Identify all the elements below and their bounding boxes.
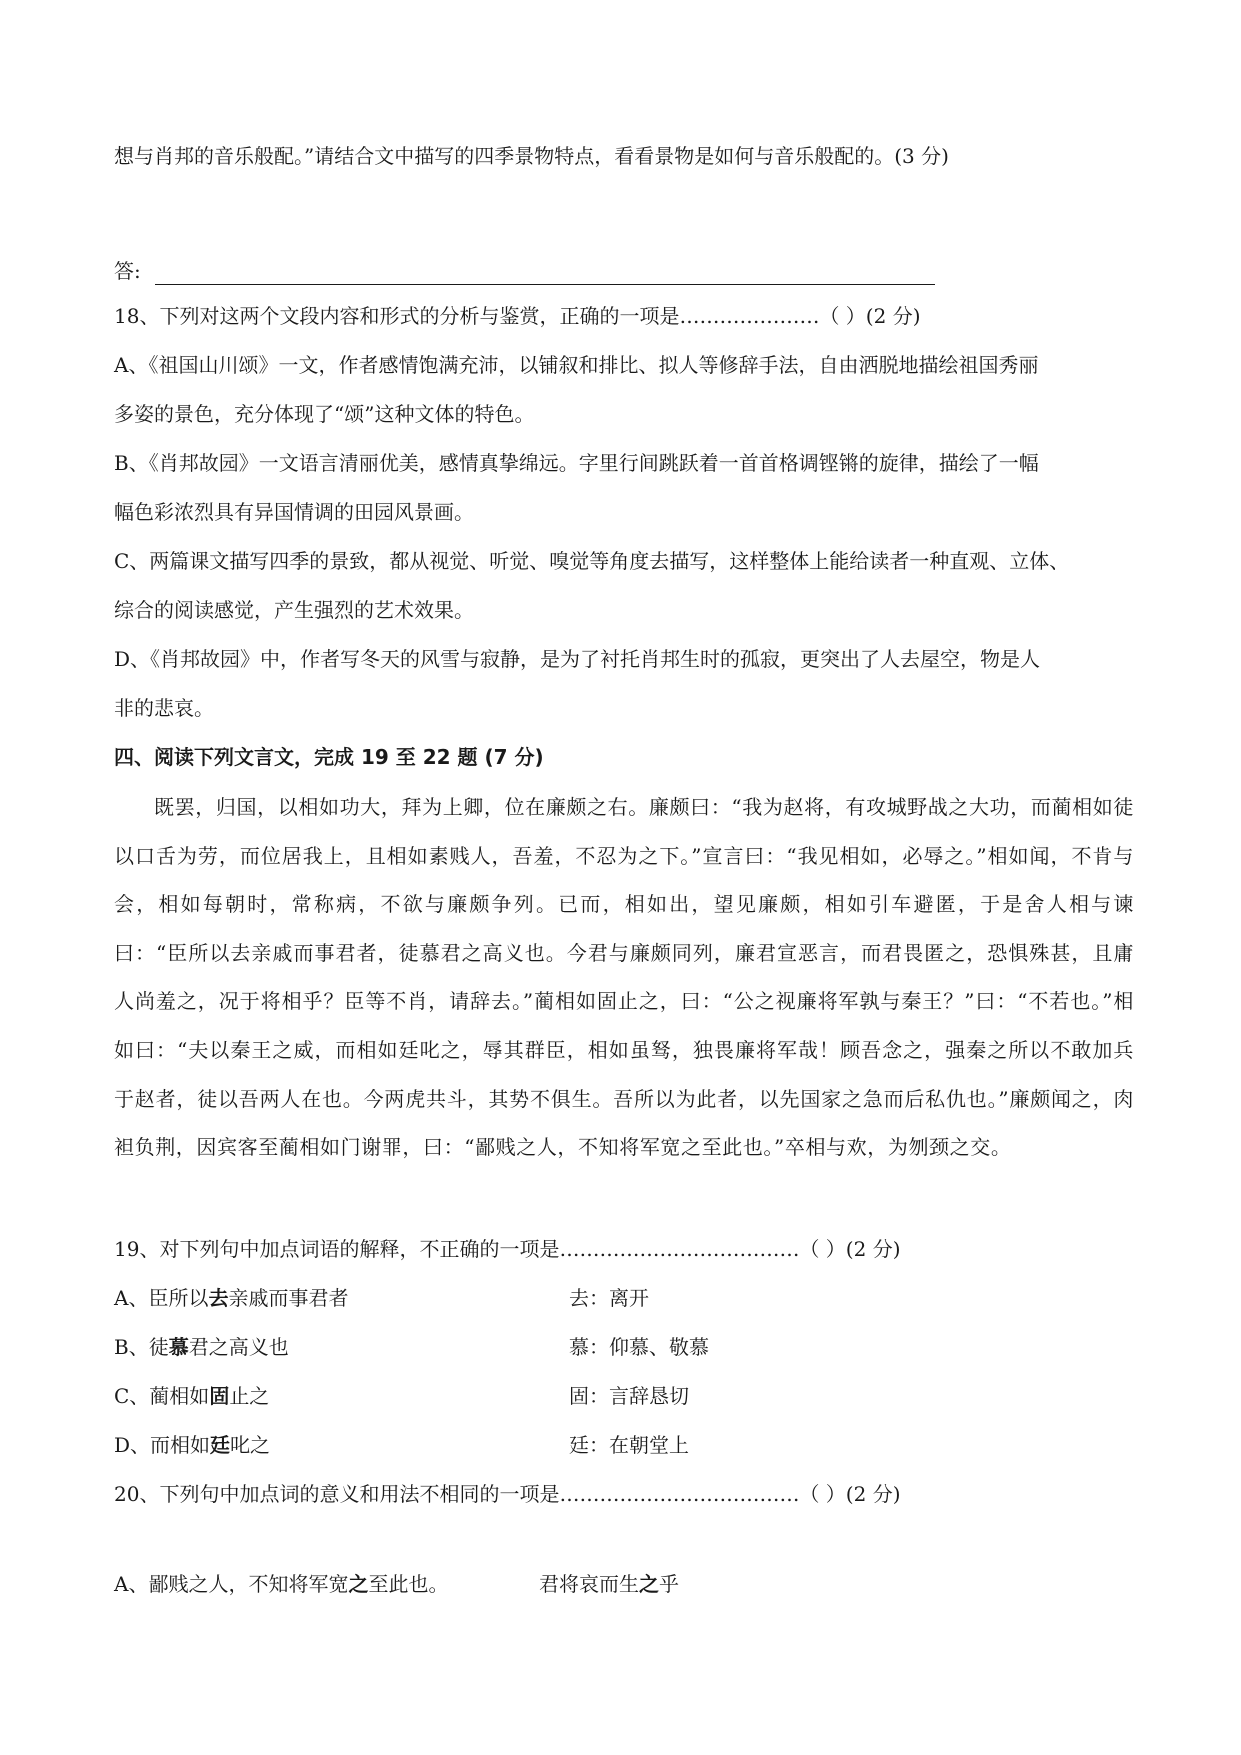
q19-option-c <box>114 1382 1134 1410</box>
option-text-pre: A、臣所以 <box>114 1286 209 1310</box>
option-gloss: 固：言辞恳切 <box>569 1384 689 1408</box>
q18-option-d-line1: D、《肖邦故园》中，作者写冬天的风雪与寂静，是为了衬托肖邦生时的孤寂，更突出了人去屋空，物是人 <box>114 647 1041 671</box>
q17-tail: 想与肖邦的音乐般配。”请结合文中描写的四季景物特点，看看景物是如何与音乐般配的。(3 分) <box>114 144 949 168</box>
option-text-post: 叱之 <box>230 1433 271 1457</box>
q19-option-d <box>114 1431 1134 1459</box>
dotted-word: 慕 <box>168 1335 189 1359</box>
q18-option-a-line2: 多姿的景色，充分体现了“颂”这种文体的特色。 <box>114 402 535 426</box>
q19-option-a <box>114 1284 1134 1312</box>
q18-option-c-line2: 综合的阅读感觉，产生强烈的艺术效果。 <box>114 598 474 622</box>
option-text-post: 亲戚而事君者 <box>228 1286 349 1310</box>
dotted-word: 固 <box>209 1384 230 1408</box>
q18-option-d-line2: 非的悲哀。 <box>114 696 214 720</box>
q20-stem: 20、下列句中加点词的意义和用法不相同的一项是………………………………（ ）(2 分) <box>114 1482 901 1506</box>
q20-option-a <box>114 1570 1134 1598</box>
option-gloss: 去：离开 <box>569 1286 649 1310</box>
dotted-word: 之 <box>348 1572 369 1596</box>
dotted-word: 去 <box>208 1286 229 1310</box>
dotted-word: 廷 <box>210 1433 231 1457</box>
q18-stem: 18、下列对这两个文段内容和形式的分析与鉴赏，正确的一项是…………………（ ）(2 分) <box>114 304 921 328</box>
answer-label: 答: <box>114 259 141 283</box>
option-text-pre: A、鄙贱之人，不知将军宽 <box>114 1572 349 1596</box>
q19-option-b <box>114 1333 1134 1361</box>
q18-option-c-line1: C、两篇课文描写四季的景致，都从视觉、听觉、嗅觉等角度去描写，这样整体上能给读者一种直观、立体、 <box>114 549 1070 573</box>
compare-text-post: 乎 <box>659 1572 679 1596</box>
q18-option-b-line2: 幅色彩浓烈具有异国情调的田园风景画。 <box>114 500 474 524</box>
option-text-post: 止之 <box>229 1384 270 1408</box>
q18-option-a-line1: A、《祖国山川颂》一文，作者感情饱满充沛，以铺叙和排比、拟人等修辞手法，自由洒脱地描绘祖国秀丽 <box>114 353 1039 377</box>
option-text-pre: C、蔺相如 <box>114 1384 210 1408</box>
option-text-pre: B、徒 <box>114 1335 169 1359</box>
answer-line[interactable] <box>155 284 935 285</box>
compare-text-pre: 君将哀而生 <box>539 1572 639 1596</box>
q18-option-b-line1: B、《肖邦故园》一文语言清丽优美，感情真挚绵远。字里行间跳跃着一首首格调铿锵的旋律，描绘了一幅 <box>114 451 1039 475</box>
option-text-post: 君之高义也 <box>188 1335 289 1359</box>
section-4-title: 四、阅读下列文言文，完成 19 至 22 题 (7 分) <box>114 745 544 769</box>
option-gloss: 廷：在朝堂上 <box>569 1433 689 1457</box>
q19-stem: 19、对下列句中加点词语的解释，不正确的一项是………………………………（ ）(2 分) <box>114 1237 901 1261</box>
classical-passage: 既罢，归国，以相如功大，拜为上卿，位在廉颇之右。廉颇曰：“我为赵将，有攻城野战之大功，而蔺相如徒以口舌为劳，而位居我上，且相如素贱人，吾羞，不忍为之下。”宣言曰：“我见相如，必辱之。”相如闻，不肯与会，相如每朝时，常称病，不欲与廉颇争列。已而，相如出，望见廉颇，相如引车避匿，于是舍人相与谏曰：“臣所以去亲戚而事君者，徒慕君之高义也。今君与廉颇同列，廉君宣恶言，而君畏匿之，恐惧殊甚，且庸人尚羞之，况于将相乎？臣等不肖，请辞去。”蔺相如固止之，曰：“公之视廉将军孰与秦王？”曰：“不若也。”相如曰：“夫以秦王之威，而相如廷叱之，辱其群臣，相如虽驽，独畏廉将军哉！顾吾念之，强秦之所以不敢加兵于赵者，徒以吾两人在也。今两虎共斗，其势不俱生。吾所以为此者，以先国家之急而后私仇也。”廉颇闻之，肉袒负荆，因宾客至蔺相如门谢罪，曰：“鄙贱之人，不知将军宽之至此也。”卒相与欢，为刎颈之交。 <box>114 795 1134 1160</box>
dotted-word: 之 <box>639 1572 659 1596</box>
option-text-post: 至此也。 <box>368 1572 449 1596</box>
option-text-pre: D、而相如 <box>114 1433 211 1457</box>
q20-option-a-compare <box>539 1570 679 1598</box>
option-gloss: 慕：仰慕、敬慕 <box>569 1335 709 1359</box>
